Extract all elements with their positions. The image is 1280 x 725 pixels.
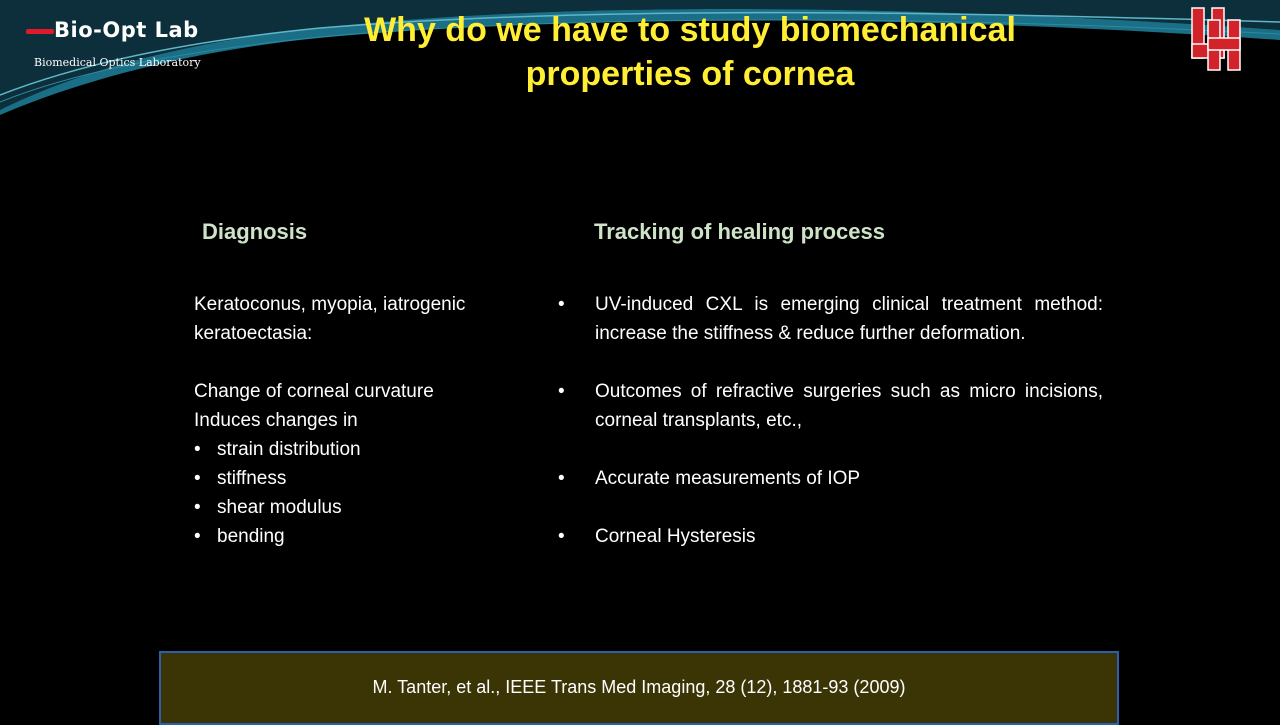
biooptlab-logo [18, 12, 218, 72]
logo-brand-text: Bio-Opt Lab [54, 18, 199, 42]
list-item: • strain distribution [194, 435, 524, 464]
logo-red-dash [26, 29, 54, 34]
list-item: • bending [194, 522, 524, 551]
healing-content [558, 290, 1103, 580]
healing-list [558, 290, 1103, 551]
list-item: • Corneal Hysteresis [558, 522, 1103, 551]
healing-heading: Tracking of healing process [594, 219, 885, 244]
list-item: • Outcomes of refractive surgeries such as micro incisions, corneal transplants, etc., [558, 377, 1103, 435]
diagnosis-heading: Diagnosis [202, 219, 308, 244]
logo-subtitle: Biomedical Optics Laboratory [34, 56, 201, 69]
list-item: • UV-induced CXL is emerging clinical treatment method: increase the stiffness & reduce further deformation. [558, 290, 1103, 348]
diagnosis-change-line: Change of corneal curvature [194, 381, 434, 402]
diagnosis-intro: Keratoconus, myopia, iatrogenic keratoectasia: [194, 294, 466, 344]
reference-box [159, 651, 1119, 725]
uh-logo [1188, 4, 1244, 74]
slide-title: Why do we have to study biomechanical properties of cornea [364, 11, 1016, 93]
diagnosis-content [194, 290, 524, 551]
diagnosis-list [194, 435, 524, 551]
diagnosis-induces-line: Induces changes in [194, 410, 358, 431]
list-item: • shear modulus [194, 493, 524, 522]
list-item: • Accurate measurements of IOP [558, 464, 1103, 493]
list-item: • stiffness [194, 464, 524, 493]
reference-citation: M. Tanter, et al., IEEE Trans Med Imaging, 28 (12), 1881-93 (2009) [372, 677, 906, 697]
